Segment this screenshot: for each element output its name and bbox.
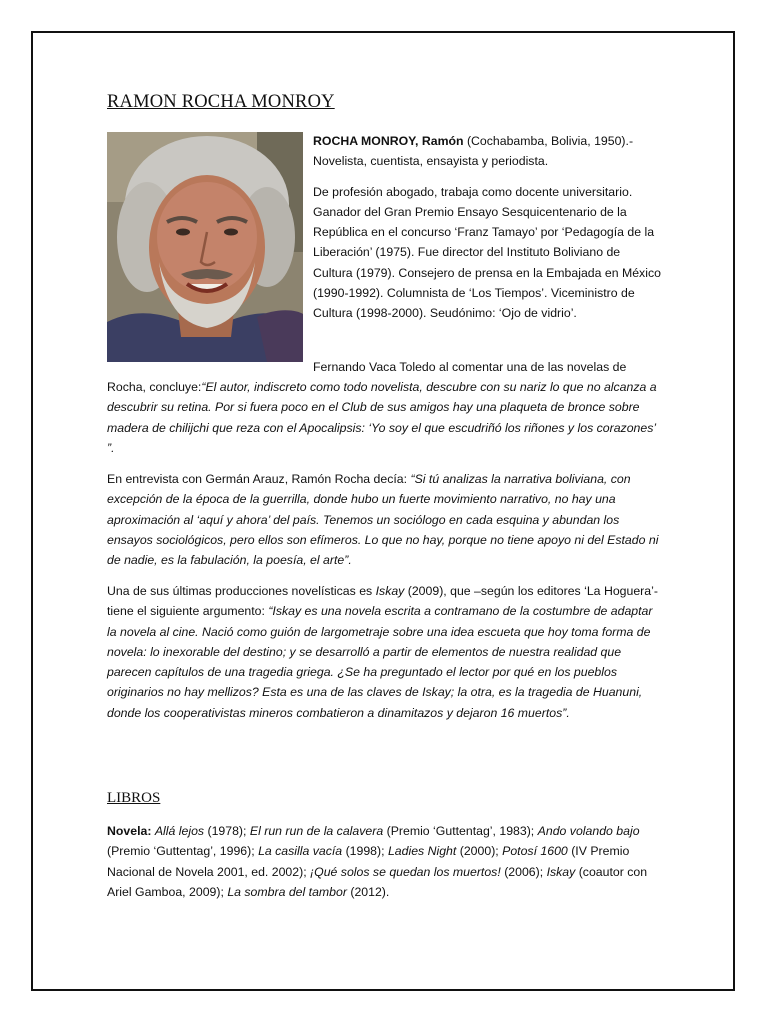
iskay-quote: “Iskay es una novela escrita a contramano de la costumbre de adaptar la novela al cine. Nació como guión de largometraje sobre una idea escueta que hoy toma forma de novela: lo inexorable del destino; y se desarrolló a partir de elementos de nuestra realidad que parecen capítulos de una tragedia griega. ¿Se ha preguntado el lector por qué en los pueblos originarios no hay mellizos? Esta es una de las claves de Iskay; la otra, es la tragedia de Huanuni, donde los cooperativistas mineros combatieron a dinamitazos y dejaron 16 muertos”. — [107, 604, 653, 720]
book-title: Allá lejos — [154, 824, 205, 838]
book-info: (IV Premio Nacional de Novela 2001, ed. 2002); — [107, 844, 630, 879]
arauz-paragraph — [107, 469, 663, 570]
author-intro — [313, 131, 663, 334]
iskay-title: Iskay — [375, 584, 405, 598]
book-title: ¡Qué solos se quedan los muertos! — [310, 864, 501, 879]
book-title: Ladies Night — [387, 844, 457, 859]
book-title: El run run de la calavera — [249, 824, 384, 838]
book-info: (Premio ‘Guttentag’, 1996); — [107, 844, 255, 859]
author-bio: De profesión abogado, trabaja como docente universitario. Ganador del Gran Premio Ensayo Sesquicentenario de la República en el concurso ‘Franz Tamayo’ por ‘Pedagogía de la Liberación’ (1975). Fue director del Instituto Boliviano de Cultura (1979). Consejero de prensa en la Embajada en México (1990-1992). Columnista de ‘Los Tiempos’. Viceministro de Cultura (1998-2000). Seudónimo: ‘Ojo de vidrio’. — [313, 184, 661, 321]
arauz-lead: En entrevista con Germán Arauz, Ramón Rocha decía: — [107, 472, 408, 486]
book-info: (1978); — [207, 824, 247, 838]
iskay-paragraph — [107, 581, 663, 723]
book-title: Potosí 1600 — [502, 844, 568, 859]
book-info: (coautor con Ariel Gamboa, 2009); — [107, 864, 648, 899]
vaca-lead-line: Fernando Vaca Toledo al comentar una de las novelas de — [313, 360, 627, 374]
page-title: RAMON ROCHA MONROY — [107, 92, 335, 112]
author-heading — [313, 131, 663, 172]
author-origin: (Cochabamba, Bolivia, 1950).- Novelista, cuentista, ensayista y periodista. — [313, 134, 634, 169]
vaca-quote: “El autor, indiscreto como todo novelista, descubre con su nariz lo que no alcanza a descubrir su retina. Por si fuera poco en el Club de sus amigos hay una plaqueta de bronce sobre madera de chilijchi que reza con el Apocalipsis: ‘Yo soy el que escudriñó los riñones y los corazones’ ”. — [107, 380, 657, 455]
book-info: (Premio ‘Guttentag’, 1983); — [386, 824, 535, 838]
vaca-lead: Rocha, concluye: — [107, 380, 202, 394]
iskay-lead-2: (2009), que –según los editores ‘La Hoguera’- tiene el siguiente argumento: — [107, 584, 658, 619]
author-photo — [107, 132, 303, 362]
book-title: La casilla vacía — [258, 844, 343, 859]
book-info: (2000); — [459, 844, 499, 859]
book-title: Iskay — [546, 864, 576, 879]
books-label: Novela: — [107, 824, 152, 838]
author-name: ROCHA MONROY, Ramón — [313, 134, 464, 148]
book-info: (1998); — [345, 844, 385, 859]
book-info: (2012). — [350, 884, 390, 899]
books-list — [107, 821, 663, 902]
books-heading: LIBROS — [107, 790, 161, 806]
vaca-paragraph — [107, 377, 663, 458]
iskay-lead-1: Una de sus últimas producciones novelísticas es — [107, 584, 376, 598]
book-title: La sombra del tambor — [227, 884, 347, 899]
book-title: Ando volando bajo — [537, 824, 640, 838]
book-info: (2006); — [504, 864, 544, 879]
arauz-quote: “Si tú analizas la narrativa boliviana, con excepción de la época de la guerrilla, donde hubo un fuerte movimiento narrativo, no hay una aproximación al ‘aquí y ahora’ del país. Tenemos un sociólogo en cada esquina y abundan los ensayos sociológicos, pero ellos son efímeros. Lo que no hay, porque no tiene apoyo ni del Estado ni de nadie, es la fabulación, la poesía, el arte”. — [107, 472, 659, 568]
